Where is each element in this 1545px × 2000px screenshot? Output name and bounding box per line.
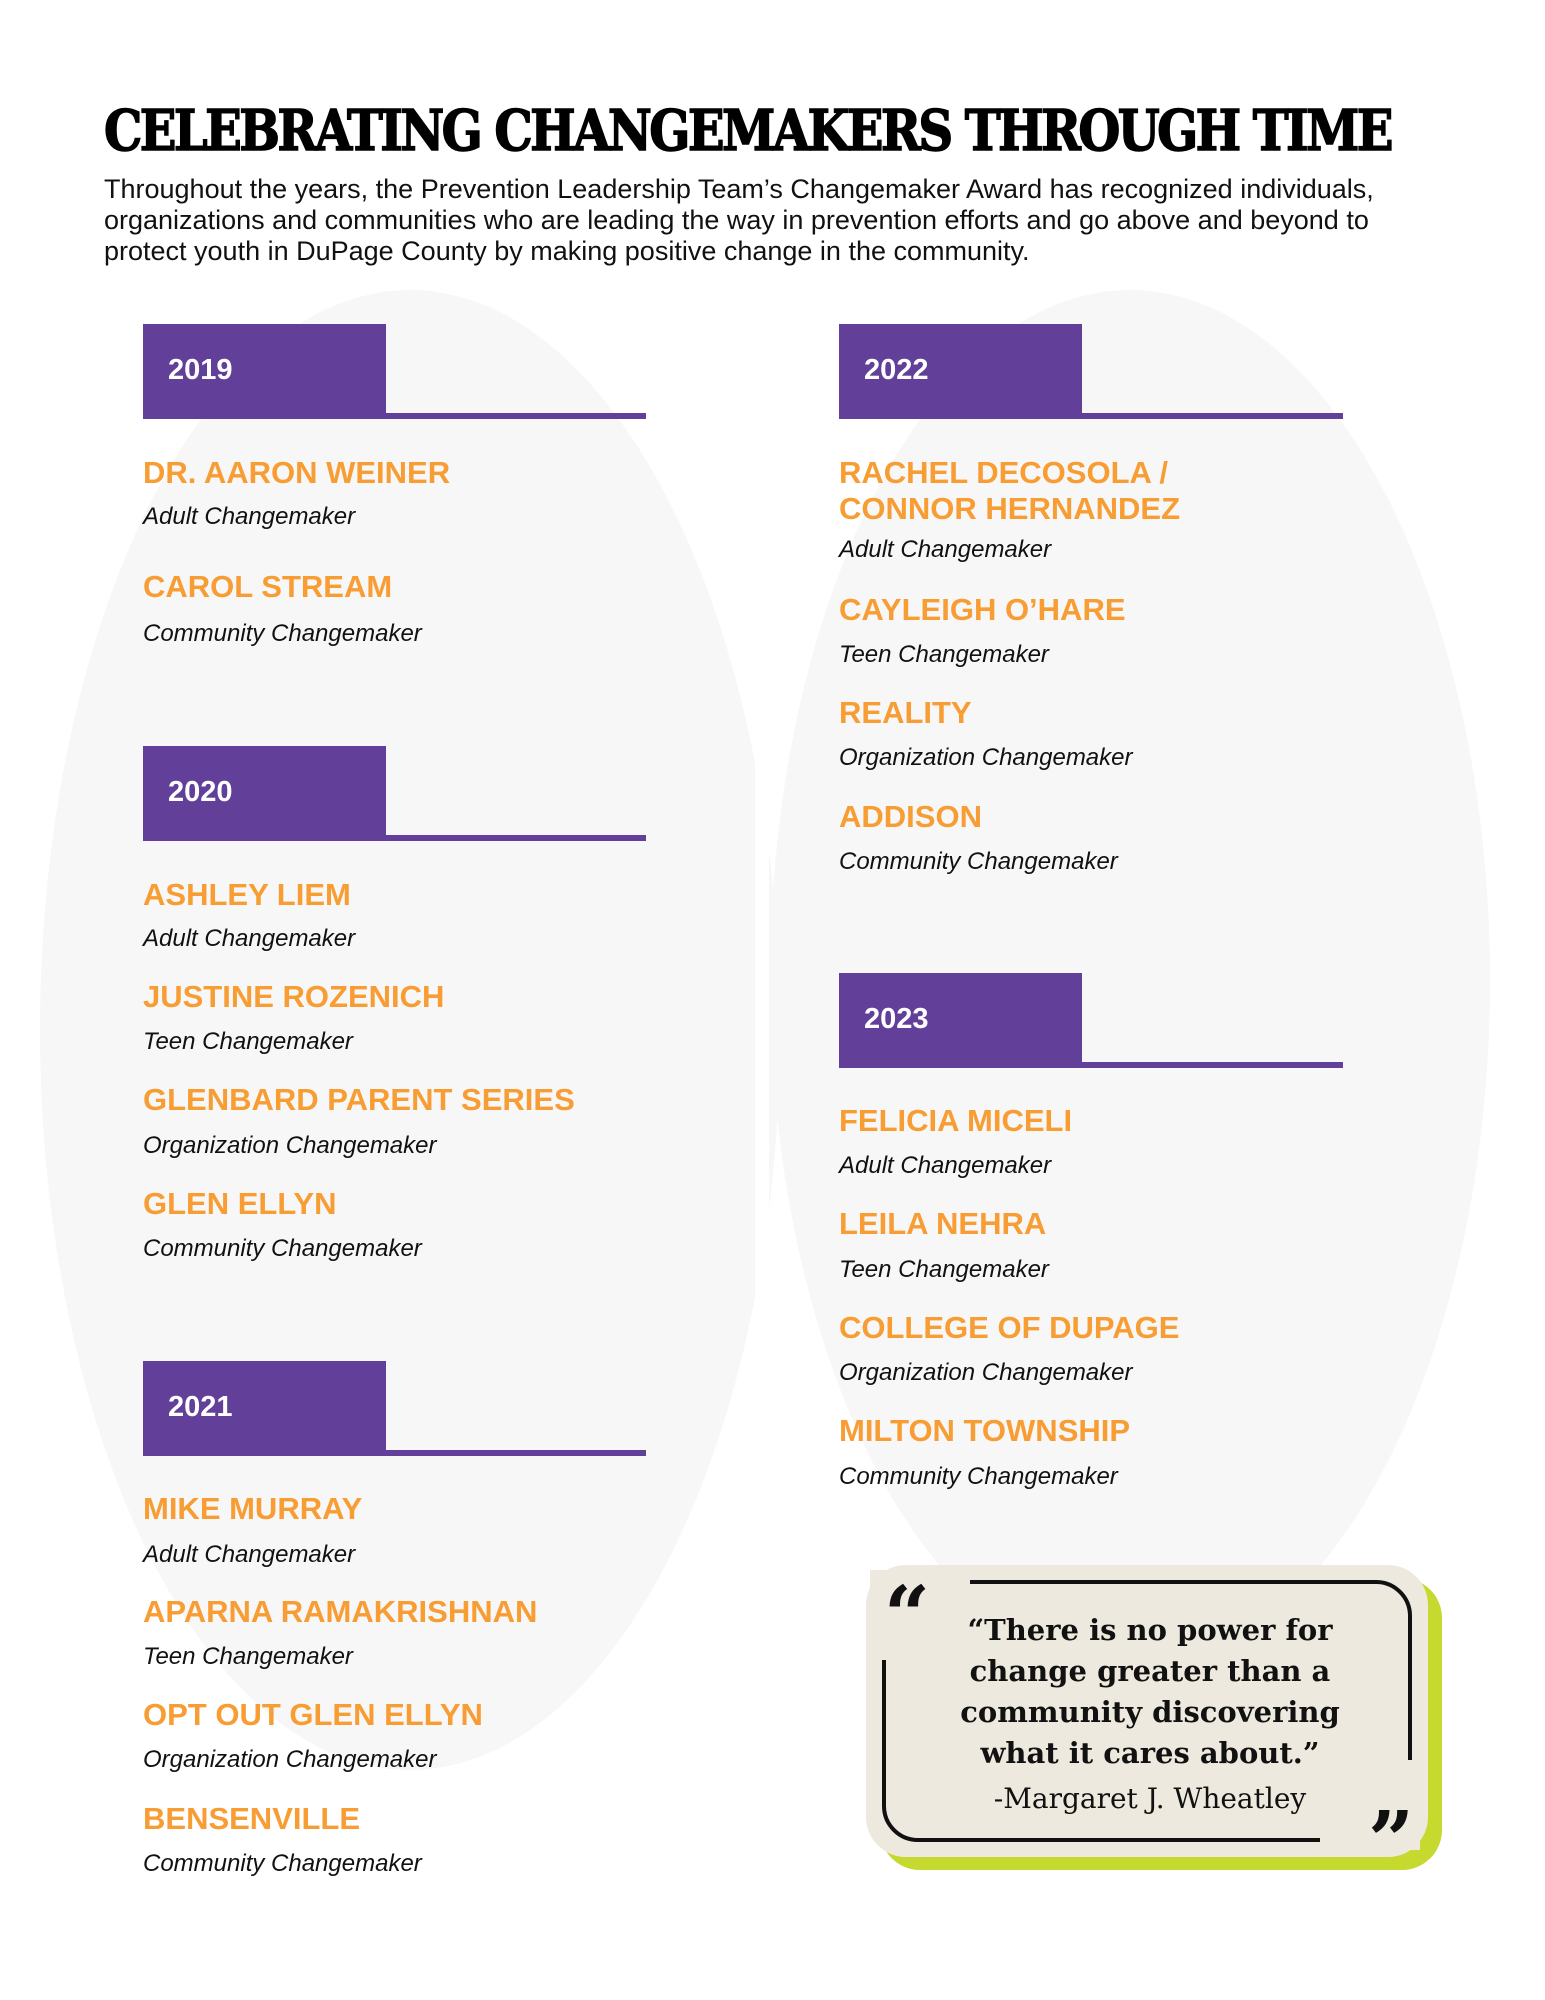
award-name: APARNA RAMAKRISHNAN bbox=[143, 1594, 538, 1629]
open-quote-icon: “ bbox=[884, 1568, 931, 1662]
year-label: 2019 bbox=[168, 354, 233, 386]
year-divider-line bbox=[143, 1450, 646, 1456]
year-header-2021 bbox=[143, 1361, 386, 1456]
award-category: Community Changemaker bbox=[839, 848, 1118, 875]
award-category: Community Changemaker bbox=[839, 1463, 1118, 1490]
award-category: Adult Changemaker bbox=[143, 925, 356, 952]
page-title: CELEBRATING CHANGEMAKERS THROUGH TIME bbox=[104, 98, 1391, 164]
award-name: ASHLEY LIEM bbox=[143, 877, 351, 912]
award-name: BENSENVILLE bbox=[143, 1801, 361, 1836]
year-header-2020 bbox=[143, 746, 386, 841]
year-label: 2023 bbox=[864, 1003, 929, 1035]
award-name: MILTON TOWNSHIP bbox=[839, 1413, 1131, 1448]
award-name: FELICIA MICELI bbox=[839, 1103, 1073, 1138]
award-category: Teen Changemaker bbox=[839, 1256, 1049, 1283]
award-name: OPT OUT GLEN ELLYN bbox=[143, 1697, 483, 1732]
award-category: Adult Changemaker bbox=[143, 1541, 356, 1568]
year-divider-line bbox=[143, 413, 646, 419]
year-header-2023 bbox=[839, 973, 1082, 1068]
year-label: 2020 bbox=[168, 776, 233, 808]
award-name: ADDISON bbox=[839, 799, 982, 834]
award-category: Organization Changemaker bbox=[143, 1132, 437, 1159]
year-divider-line bbox=[143, 835, 646, 841]
award-name: RACHEL DECOSOLA / bbox=[839, 455, 1168, 490]
intro-paragraph: Throughout the years, the Prevention Leadership Team’s Changemaker Award has recognized individuals, organizations and communities who are leading the way in prevention efforts and go above and beyond to protect youth in DuPage County by making positive change in the community. bbox=[104, 174, 1374, 266]
award-category: Adult Changemaker bbox=[839, 1152, 1052, 1179]
award-name: CAROL STREAM bbox=[143, 569, 393, 604]
award-name: GLEN ELLYN bbox=[143, 1186, 337, 1221]
year-header-2022 bbox=[839, 324, 1082, 419]
award-name: CAYLEIGH O’HARE bbox=[839, 592, 1126, 627]
award-category: Adult Changemaker bbox=[839, 536, 1052, 563]
award-category: Community Changemaker bbox=[143, 1235, 422, 1262]
award-category: Teen Changemaker bbox=[143, 1643, 353, 1670]
close-quote-icon: ” bbox=[1368, 1793, 1415, 1887]
award-category: Adult Changemaker bbox=[143, 503, 356, 530]
quote-author: -Margaret J. Wheatley bbox=[993, 1782, 1307, 1815]
award-category: Teen Changemaker bbox=[839, 641, 1049, 668]
year-label: 2022 bbox=[864, 354, 929, 386]
award-category: Organization Changemaker bbox=[839, 1359, 1133, 1386]
award-name: DR. AARON WEINER bbox=[143, 455, 451, 490]
year-header-2019 bbox=[143, 324, 386, 419]
award-category: Community Changemaker bbox=[143, 620, 422, 647]
award-name: LEILA NEHRA bbox=[839, 1206, 1047, 1241]
year-divider-line bbox=[839, 413, 1343, 419]
award-category: Organization Changemaker bbox=[839, 744, 1133, 771]
year-label: 2021 bbox=[168, 1391, 233, 1423]
award-name: COLLEGE OF DUPAGE bbox=[839, 1310, 1180, 1345]
year-divider-line bbox=[839, 1062, 1343, 1068]
award-name: REALITY bbox=[839, 695, 972, 730]
award-category: Teen Changemaker bbox=[143, 1028, 353, 1055]
background-brain-divider bbox=[755, 300, 769, 1750]
quote-text: “There is no power for change greater than a community discovering what it cares about.” bbox=[960, 1613, 1340, 1770]
award-category: Community Changemaker bbox=[143, 1850, 422, 1877]
award-category: Organization Changemaker bbox=[143, 1746, 437, 1773]
award-name-line2: CONNOR HERNANDEZ bbox=[839, 491, 1180, 526]
award-name: GLENBARD PARENT SERIES bbox=[143, 1082, 575, 1117]
award-name: MIKE MURRAY bbox=[143, 1491, 363, 1526]
award-name: JUSTINE ROZENICH bbox=[143, 979, 445, 1014]
